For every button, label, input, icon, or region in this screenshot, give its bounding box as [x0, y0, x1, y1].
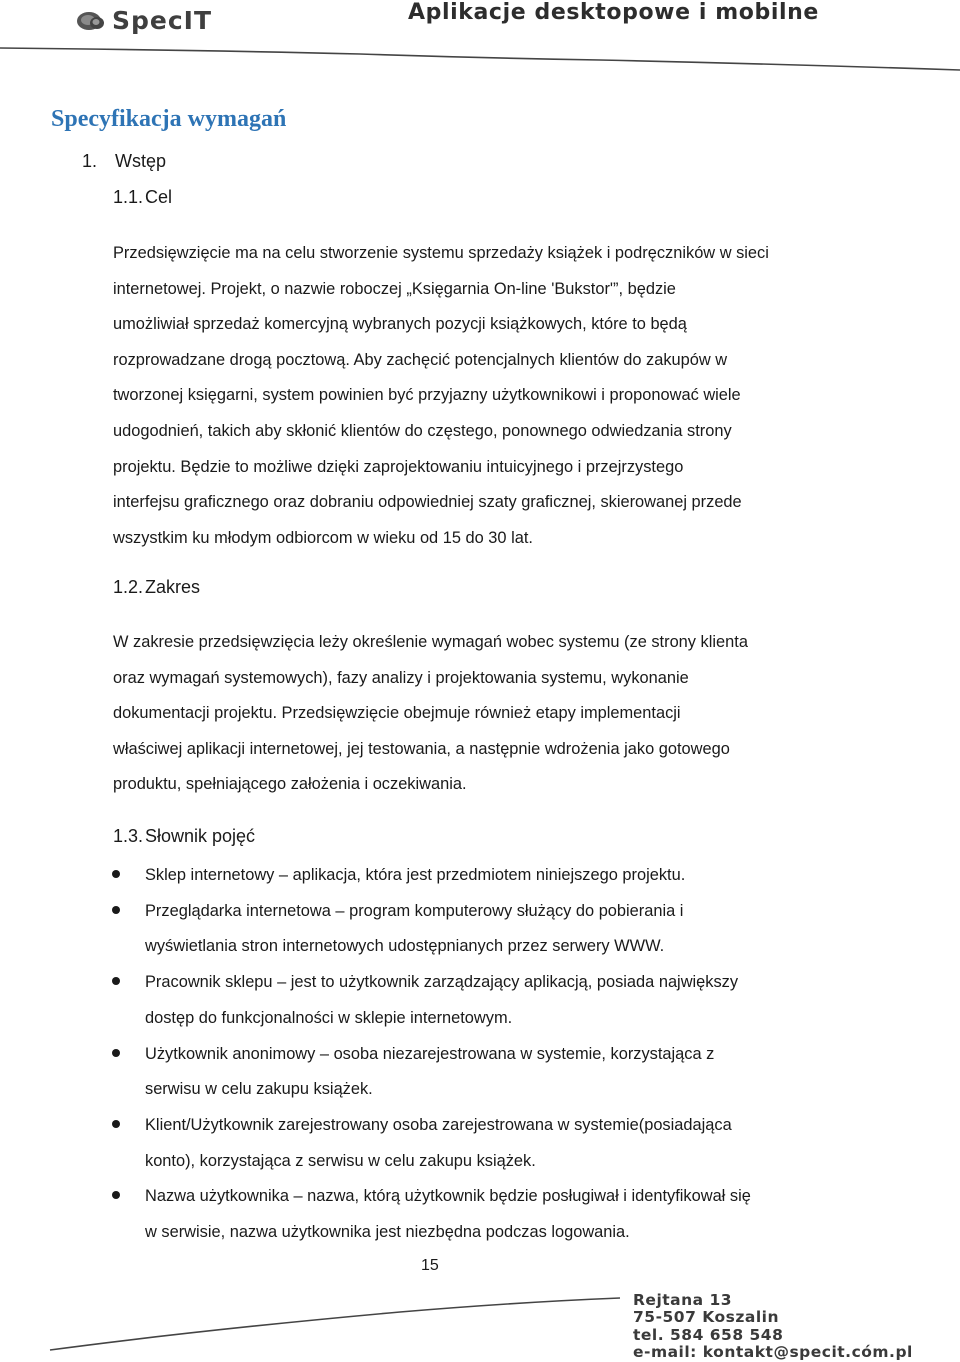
text-line: dokumentacji projektu. Przedsięwzięcie obejmuje również etapy implementacji	[113, 704, 681, 723]
section-title: Zakres	[145, 577, 201, 597]
glossary-item	[112, 1037, 832, 1108]
text-line: wszystkim ku młodym odbiorcom w wieku od 15 do 30 lat.	[113, 528, 533, 547]
text-line: w serwisie, nazwa użytkownika jest niezbędna podczas logowania.	[145, 1223, 630, 1242]
glossary-item	[112, 894, 832, 965]
text-line: produktu, spełniającego założenia i oczekiwania.	[113, 775, 467, 794]
contact-phone: tel. 584 658 548	[633, 1325, 784, 1344]
glossary-item	[112, 858, 832, 894]
glossary-item	[112, 965, 832, 1036]
paragraph-cel	[113, 236, 833, 556]
section-title: Cel	[145, 187, 173, 207]
document-title: Specyfikacja wymagań	[51, 106, 287, 132]
text-line: Pracownik sklepu – jest to użytkownik zarządzający aplikacją, posiada największy	[145, 973, 739, 992]
bullet-icon	[112, 1120, 120, 1128]
section-title: Słownik pojęć	[145, 826, 256, 846]
page-header	[0, 0, 960, 80]
section-number: 1.1.	[113, 187, 144, 207]
text-line: internetowej. Projekt, o nazwie roboczej „Księgarnia On-line 'Bukstor'”, będzie	[113, 279, 676, 298]
logo-text: SpecIT	[112, 6, 213, 35]
bullet-icon	[112, 870, 120, 878]
text-line: konto), korzystająca z serwisu w celu zakupu książek.	[145, 1151, 536, 1170]
company-logo	[76, 6, 212, 35]
text-line: oraz wymagań systemowych), fazy analizy i projektowania systemu, wykonanie	[113, 668, 689, 687]
page-number: 15	[421, 1257, 439, 1274]
section-heading-1-2	[113, 577, 200, 598]
text-line: Przeglądarka internetowa – program komputerowy służący do pobierania i	[145, 901, 684, 920]
glossary-list	[112, 858, 832, 1251]
text-line: Użytkownik anonimowy – osoba niezarejestrowana w systemie, korzystająca z	[145, 1044, 715, 1063]
text-line: Nazwa użytkownika – nazwa, którą użytkownik będzie posługiwał i identyfikował się	[145, 1187, 751, 1206]
text-line: serwisu w celu zakupu książek.	[145, 1080, 373, 1099]
text-line: tworzonej księgarni, system powinien być przyjazny użytkownikowi i proponować wiele	[113, 386, 741, 405]
text-line: projektu. Będzie to możliwe dzięki zaprojektowaniu intuicyjnego i przejrzystego	[113, 457, 684, 476]
text-line: wyświetlania stron internetowych udostępnianych przez serwery WWW.	[145, 937, 665, 956]
text-line: W zakresie przedsięwzięcia leży określenie wymagań wobec systemu (ze strony klienta	[113, 633, 748, 651]
text-line: właściwej aplikacji internetowej, jej testowania, a następnie wdrożenia jako gotowego	[113, 739, 730, 758]
section-number: 1.3.	[113, 826, 144, 846]
contact-email: e-mail: kontakt@specit.cóm.pl	[633, 1343, 913, 1362]
text-line: interfejsu graficznego oraz dobraniu odpowiedniej szaty graficznej, skierowanej przede	[113, 493, 742, 512]
header-tagline: Aplikacje desktopowe i mobilne	[408, 0, 819, 25]
section-heading-1	[82, 151, 166, 172]
text-line: rozprowadzane drogą pocztową. Aby zachęcić potencjalnych klientów do zakupów w	[113, 350, 728, 369]
text-line: umożliwiał sprzedaż komercyjną wybranych pozycji książkowych, które to będą	[113, 315, 687, 334]
glossary-item	[112, 1108, 832, 1179]
bullet-icon	[112, 1049, 120, 1057]
footer-contact	[633, 1292, 913, 1362]
text-line: Przedsięwzięcie ma na celu stworzenie systemu sprzedaży książek i podręczników w sieci	[113, 244, 769, 262]
section-number: 1.2.	[113, 577, 144, 597]
glossary-item	[112, 1179, 832, 1250]
paragraph-zakres	[113, 625, 833, 803]
section-number: 1.	[82, 151, 98, 171]
bullet-icon	[112, 977, 120, 985]
logo-emblem-icon	[76, 9, 106, 33]
text-line: dostęp do funkcjonalności w sklepie internetowym.	[145, 1008, 513, 1027]
section-heading-1-1	[113, 187, 172, 208]
bullet-icon	[112, 906, 120, 914]
text-line: Sklep internetowy – aplikacja, która jest przedmiotem niniejszego projektu.	[145, 866, 686, 884]
contact-city: 75-507 Koszalin	[633, 1308, 780, 1327]
contact-address: Rejtana 13	[633, 1291, 733, 1309]
section-title: Wstęp	[115, 151, 167, 171]
text-line: Klient/Użytkownik zarejestrowany osoba zarejestrowana w systemie(posiadająca	[145, 1115, 732, 1134]
bullet-icon	[112, 1191, 120, 1199]
section-heading-1-3	[113, 826, 255, 847]
header-divider	[0, 40, 960, 80]
text-line: udogodnień, takich aby skłonić klientów do częstego, ponownego odwiedzania strony	[113, 421, 732, 440]
